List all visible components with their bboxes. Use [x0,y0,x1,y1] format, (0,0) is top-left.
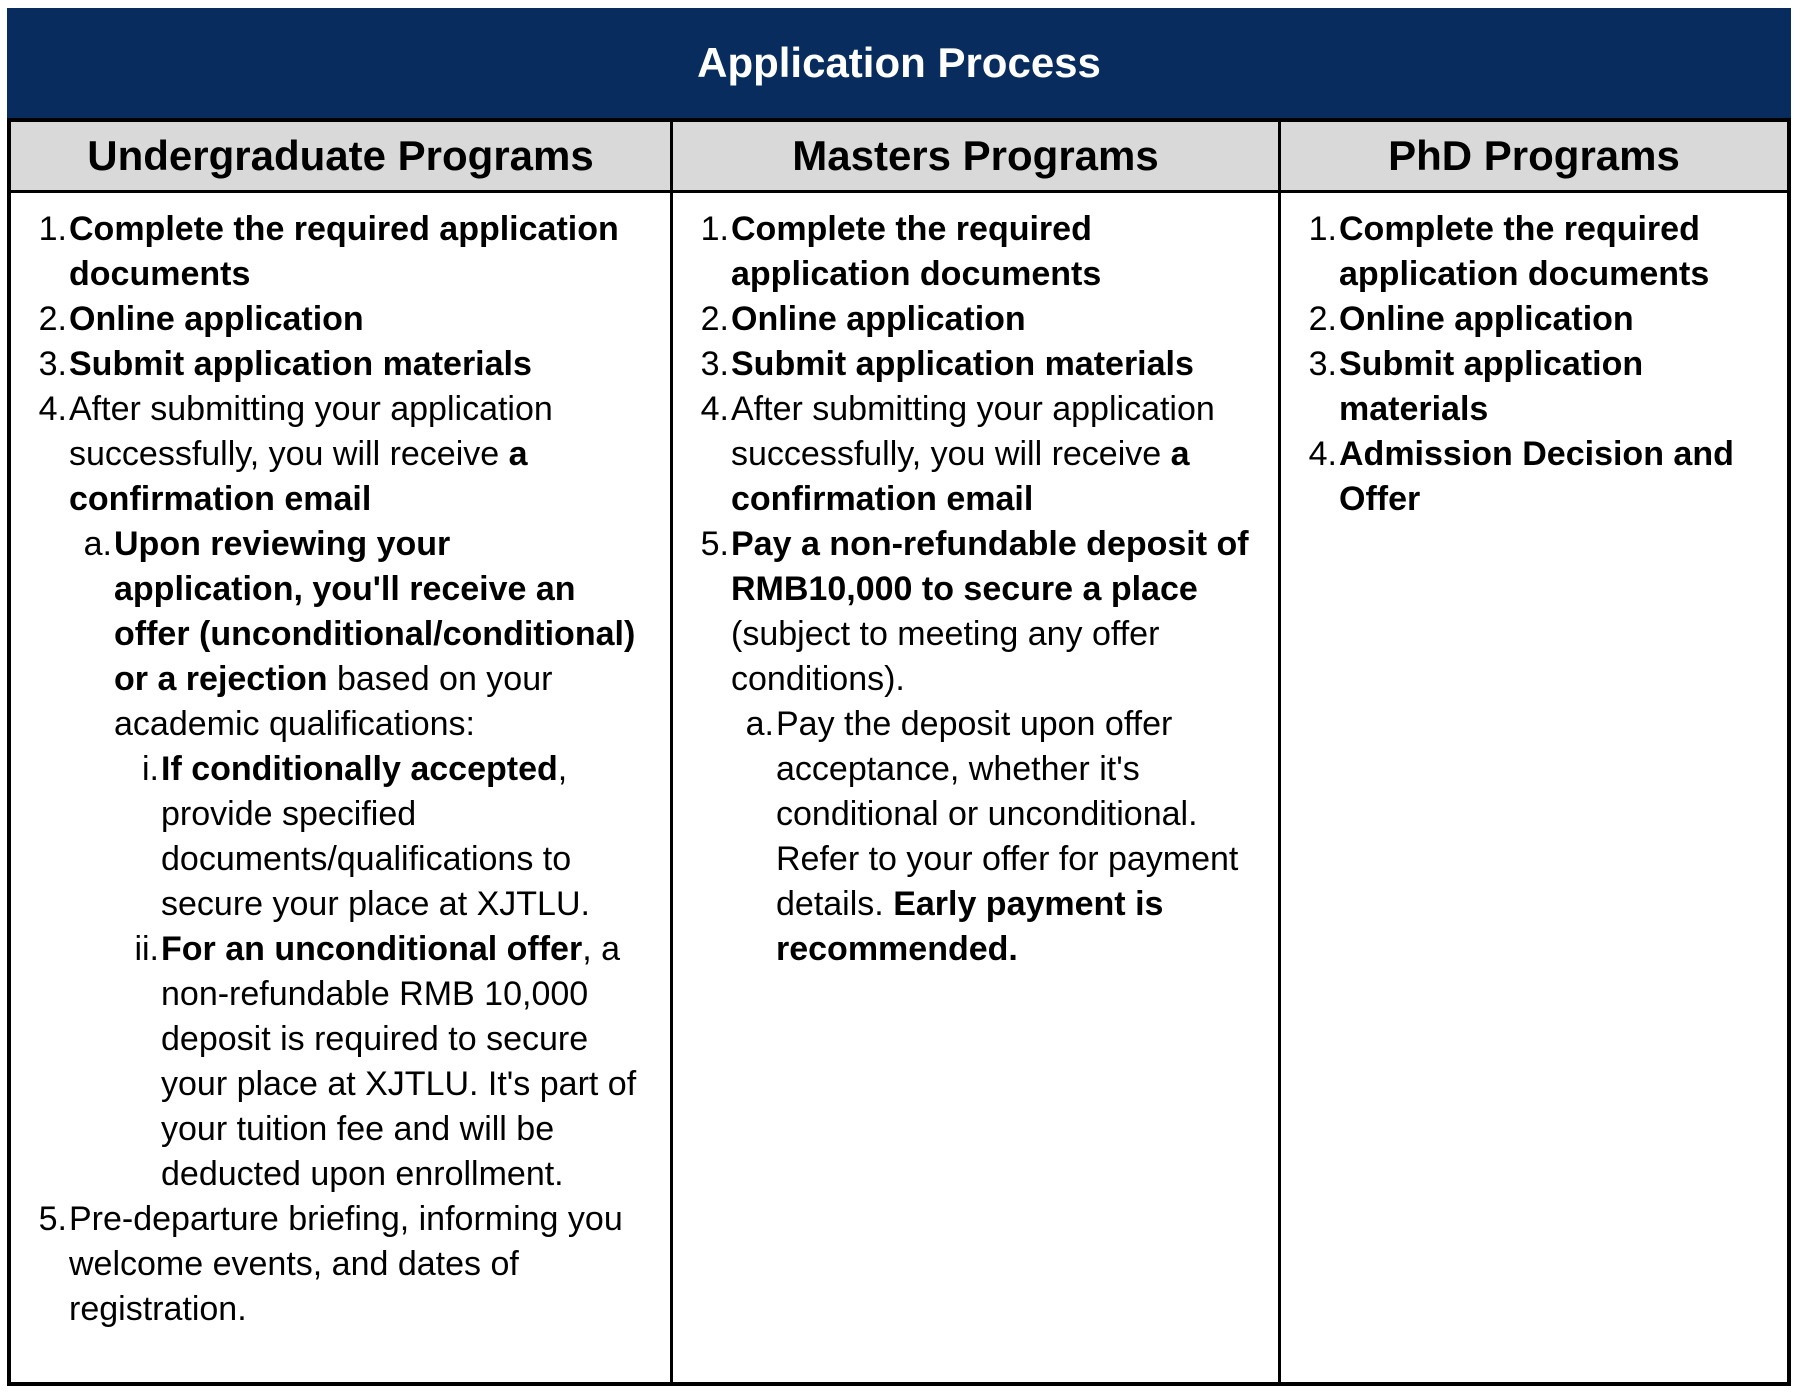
bold-text-run: For an unconditional offer [161,930,583,968]
text-run: (subject to meeting any offer conditions). [731,615,1160,698]
bold-text-run: Online application [69,300,364,338]
bold-text-run: Submit application materials [1339,345,1644,428]
text-run: After submitting your application successfully, you will receive [69,390,553,473]
application-process-table [7,8,1791,1386]
list-item [731,207,1254,297]
steps-list-level-1 [693,207,1254,972]
list-item [69,387,646,1197]
column-header-phd [1281,122,1787,190]
column-header-undergraduate [11,122,673,190]
bold-text-run: Online application [1339,300,1634,338]
list-item [69,207,646,297]
list-item [1339,207,1763,297]
bold-text-run: a confirmation email [69,435,528,518]
table-title-band [7,8,1791,122]
list-item [1339,342,1763,432]
text-run: After submitting your application successfully, you will receive [731,390,1215,473]
text-run: Pay the deposit upon offer acceptance, whether it's conditional or unconditional. Refer to your offer for payment details. [776,705,1239,923]
list-item [161,927,646,1197]
list-item [1339,432,1763,522]
list-item [1339,297,1763,342]
bold-text-run: a confirmation email [731,435,1190,518]
bold-text-run: Admission Decision and Offer [1339,435,1734,518]
steps-list-level-2 [731,702,1254,972]
column-header-label: Masters Programs [792,132,1159,179]
bold-text-run: Complete the required application documents [1339,210,1710,293]
list-item [69,342,646,387]
bold-text-run: Submit application materials [731,345,1194,383]
bold-text-run: If conditionally accepted [161,750,558,788]
list-item [731,522,1254,972]
text-run: , provide specified documents/qualifications to secure your place at XJTLU. [161,750,590,923]
text-run: , a non-refundable RMB 10,000 deposit is required to secure your place at XJTLU. It's part of your tuition fee and will be deducted upon enrollment. [161,930,637,1193]
bold-text-run: Online application [731,300,1026,338]
column-header-label: Undergraduate Programs [87,132,594,179]
column-header-row [11,122,1787,193]
steps-list-level-2 [69,522,646,1197]
table-content-row [11,193,1787,1382]
steps-list-level-3 [114,747,646,1197]
undergraduate-steps-cell [11,193,673,1382]
bold-text-run: Submit application materials [69,345,532,383]
phd-steps-cell [1281,193,1787,1382]
list-item [731,387,1254,522]
bold-text-run: Early payment is recommended. [776,885,1164,968]
bold-text-run: Upon reviewing your application, you'll receive an offer (unconditional/conditional) or a rejection [114,525,636,698]
column-header-label: PhD Programs [1388,132,1680,179]
table-title: Application Process [697,39,1101,86]
list-item [69,1197,646,1332]
bold-text-run: Complete the required application documents [69,210,619,293]
text-run: based on your academic qualifications: [114,660,553,743]
bold-text-run: Complete the required application documents [731,210,1102,293]
steps-list-level-1 [1301,207,1763,522]
masters-steps-cell [673,193,1281,1382]
list-item [114,522,646,1197]
steps-list-level-1 [31,207,646,1332]
list-item [161,747,646,927]
text-run: Pre-departure briefing, informing you welcome events, and dates of registration. [69,1200,623,1328]
list-item [731,297,1254,342]
list-item [776,702,1254,972]
list-item [731,342,1254,387]
list-item [69,297,646,342]
bold-text-run: Pay a non-refundable deposit of RMB10,000 to secure a place [731,525,1249,608]
table-body-section [7,122,1791,1386]
column-header-masters [673,122,1281,190]
